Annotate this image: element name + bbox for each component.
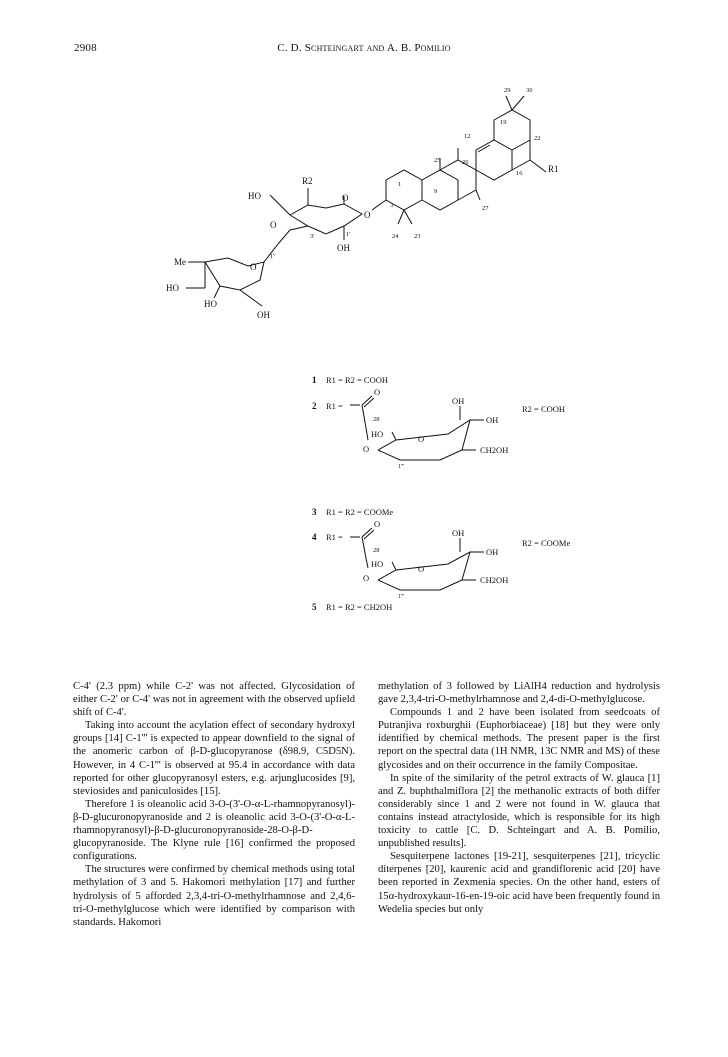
- left-paragraph-2: Taking into account the acylation effect of secondary hydroxyl groups [14] C-1''' is expected to appear downfield to the signal of the anomeric carbon of β-D-glucopyranose (δ98.9, C5D5N). However, in 4 C-1''' is observed at 95.4 in accordance with data reported for other glucopyranosyl esters, e.g. arjunglucosides [9], steviosides and paniculosides [15].: [73, 720, 355, 797]
- compound-4-oxygen-carbonyl: O: [374, 519, 381, 529]
- ring-oxygen-rhamnose: O: [250, 262, 257, 272]
- compound-4-r2: R2 = COOMe: [522, 538, 571, 548]
- rhamnose-ring: [186, 244, 278, 306]
- compound-2-r2: R2 = COOH: [522, 404, 566, 414]
- compound-2-number: 2: [312, 401, 317, 411]
- position-19: 19: [500, 119, 507, 126]
- compound-4-ho: HO: [371, 559, 384, 569]
- methyl-rhamnose: Me: [174, 257, 186, 267]
- position-1-double-prime: 1'': [270, 253, 276, 260]
- skeleton-numbering: [390, 87, 541, 240]
- right-paragraph-2: Compounds 1 and 2 have been isolated from seedcoats of Putranjiva roxburghii (Euphorbiaceae) [18] but they were only identified by chemical methods. The present paper is the first report on the spectral data (1H NMR, 13C NMR and MS) of these glycosides and on their occurrence in the family Compositae.: [378, 707, 660, 771]
- text-column-right: [378, 680, 660, 916]
- r2-label: R2: [302, 176, 313, 186]
- compound-2-oxygen-ester: O: [363, 444, 370, 454]
- compound-2-position: 1''': [398, 464, 405, 470]
- compound-1-formula: R1 = R2 = COOH: [326, 375, 389, 385]
- compound-4-ring-oxygen: O: [418, 564, 425, 574]
- position-3-prime: 3': [310, 233, 315, 240]
- page-number: 2908: [74, 42, 97, 54]
- position-30: 30: [526, 87, 533, 94]
- compound-4-oh-top: OH: [452, 528, 465, 538]
- position-27: 27: [482, 205, 489, 212]
- ho-glucuronide: HO: [248, 191, 261, 201]
- compound-4-r1: R1 =: [326, 532, 343, 542]
- right-paragraph-3: In spite of the similarity of the petrol extracts of W. glauca [1] and Z. buphthalmiflora [2] the methanolic extracts of both differ considerably since 1 and 2 were not found in W. glauca that contains instead atractyloside, which is responsible for its high toxicity to cattle [C. D. Schteingart and A. B. Pomilio, unpublished results].: [378, 772, 660, 850]
- compound-5-formula: R1 = R2 = CH2OH: [326, 602, 393, 612]
- position-3: 3: [390, 202, 394, 209]
- glycosidic-oxygen: O: [364, 210, 371, 220]
- compound-4-position: 1''': [398, 594, 405, 600]
- compound-5-number: 5: [312, 602, 317, 612]
- r1-label: R1: [548, 164, 559, 174]
- compound-2-ch2oh: CH2OH: [480, 445, 509, 455]
- text-column-left: [73, 680, 355, 929]
- right-paragraph-1: methylation of 3 followed by LiAlH4 reduction and hydrolysis gave 2,3,4-tri-O-methylrhamnose and 2,4-di-O-methylglucose.: [378, 681, 660, 706]
- ring-oxygen-glucuronide: O: [342, 193, 349, 203]
- position-29: 29: [504, 87, 511, 94]
- compound-1-number: 1: [312, 375, 317, 385]
- position-1-prime: 1': [346, 231, 351, 238]
- compound-2-ring-oxygen: O: [418, 434, 425, 444]
- compound-4-oxygen-ester: O: [363, 573, 370, 583]
- triterpene-skeleton: [372, 96, 546, 224]
- oh-glucuronide: OH: [337, 243, 350, 253]
- position-26: 26: [462, 159, 469, 166]
- left-paragraph-4: The structures were confirmed by chemical methods using total methylation of 3 and 5. Hakomori methylation [17] and further hydrolysis of 5 afforded 2,3,4-tri-O-methylrhamnose and 2,4,6-tri-O-methylglucose which were identified by comparison with standards. Hakomori: [73, 864, 355, 928]
- running-header-authors: C. D. Schteingart and A. B. Pomilio: [277, 42, 451, 54]
- position-24: 24: [392, 233, 399, 240]
- position-1: 1: [398, 181, 402, 188]
- position-25: 25: [434, 157, 441, 164]
- compound-4-number: 4: [312, 532, 317, 542]
- compound-2-c28: 28: [373, 416, 380, 423]
- compound-2-oxygen-carbonyl: O: [374, 387, 381, 397]
- interglycosidic-oxygen: O: [270, 220, 277, 230]
- compound-2-r1: R1 =: [326, 401, 343, 411]
- left-paragraph-1: C-4' (2.3 ppm) while C-2' was not affected. Glycosidation of either C-2' or C-4' was not in agreement with the observed upfield shift of C-4'.: [73, 681, 355, 719]
- compound-2-oh-top: OH: [452, 396, 465, 406]
- position-22: 22: [534, 135, 541, 142]
- compound-3-number: 3: [312, 507, 317, 517]
- ho-rhamnose-left: HO: [166, 283, 179, 293]
- compound-4-c28: 28: [373, 547, 380, 554]
- compound-4-oh-right: OH: [486, 547, 499, 557]
- right-paragraph-4: Sesquiterpene lactones [19-21], sesquiterpenes [21], tricyclic diterpenes [20], kaurenic acid and grandiflorenic acid [20] have been reported in Zexmenia species. On the other hand, esters of 15α-hydroxykaur-16-en-19-oic acid have been frequently found in Wedelia species but only: [378, 851, 660, 915]
- ho-rhamnose-bottom: HO: [204, 299, 217, 309]
- compound-3-formula: R1 = R2 = COOMe: [326, 507, 394, 517]
- compound-4-ch2oh: CH2OH: [480, 575, 509, 585]
- left-paragraph-3: Therefore 1 is oleanolic acid 3-O-(3'-O-α-L-rhamnopyranosyl)-β-D-glucuronopyranoside and 2 is oleanolic acid 3-O-(3'-O-α-L-rhamnopyranosyl)-β-D-glucuronopyranoside-28-O-β-D-glucopyranoside. The Klyne rule [16] confirmed the proposed configurations.: [73, 798, 355, 863]
- position-23: 23: [414, 233, 421, 240]
- position-12: 12: [464, 133, 471, 140]
- position-16: 16: [516, 170, 523, 177]
- compound-2-oh-right: OH: [486, 415, 499, 425]
- position-9: 9: [434, 188, 438, 195]
- oh-rhamnose: OH: [257, 310, 270, 320]
- compound-2-ho: HO: [371, 429, 384, 439]
